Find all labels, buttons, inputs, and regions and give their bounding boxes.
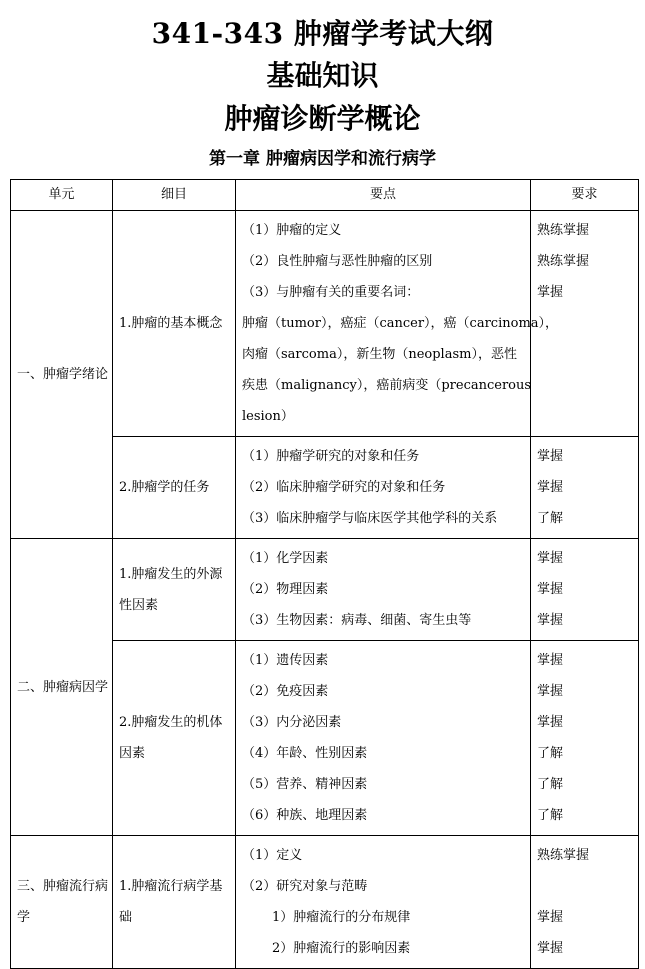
detail-cell: 2.肿瘤学的任务 [113,437,236,539]
table-row [11,836,639,969]
point-item: 1）肿瘤流行的分布规律 [272,910,411,925]
unit-cell: 一、肿瘤学绪论 [11,211,113,539]
section-title: 基础知识 [266,59,379,92]
detail-cell: 1.肿瘤发生的外源性因素 [113,539,236,641]
column-header-detail: 细目 [113,180,236,211]
requirement-cell [531,641,639,836]
requirement-item: 了解 [537,511,564,526]
point-item: （6）种族、地理因素 [242,808,368,823]
point-item: （3）与肿瘤有关的重要名词： [242,285,420,300]
table-row [11,539,639,641]
point-item: 2）肿瘤流行的影响因素 [272,941,411,956]
requirement-item: 熟练掌握 [537,254,590,269]
point-item: （1）遗传因素 [242,653,329,668]
point-item: （1）定义 [242,848,303,863]
requirement-item: 掌握 [537,684,564,699]
point-item: （5）营养、精神因素 [242,777,368,792]
point-item: （1）肿瘤的定义 [242,223,342,238]
table-row [11,211,639,437]
point-item: （3）生物因素：病毒、细菌、寄生虫等 [242,613,472,628]
point-item: 肉瘤（sarcoma），新生物（neoplasm），恶性 [242,347,517,362]
requirement-item: 掌握 [537,582,564,597]
detail-cell: 1.肿瘤流行病学基础 [113,836,236,969]
table-header-row [11,180,639,211]
subject-title: 肿瘤诊断学概论 [224,102,421,135]
column-header-points: 要点 [236,180,531,211]
exam-title: 341-343 肿瘤学考试大纲 [151,17,494,50]
point-item: （4）年龄、性别因素 [242,746,368,761]
chapter-title: 第一章 肿瘤病因学和流行病学 [209,149,436,169]
requirement-item [537,871,634,902]
point-item: （2）物理因素 [242,582,329,597]
point-item: 肿瘤（tumor），癌症（cancer），癌（carcinoma）， [242,316,559,331]
unit-cell: 二、肿瘤病因学 [11,539,113,836]
point-item: 疾患（malignancy），癌前病变（precancerous [242,378,532,393]
requirement-cell [531,437,639,539]
syllabus-table [10,179,639,969]
points-cell [236,836,531,969]
column-header-requirement: 要求 [531,180,639,211]
point-item: （1）肿瘤学研究的对象和任务 [242,449,420,464]
detail-cell: 2.肿瘤发生的机体因素 [113,641,236,836]
point-item: （3）内分泌因素 [242,715,342,730]
point-item: lesion） [242,409,294,424]
point-item: （3）临床肿瘤学与临床医学其他学科的关系 [242,511,498,526]
point-item: （2）免疫因素 [242,684,329,699]
requirement-item: 掌握 [537,910,564,925]
requirement-cell [531,539,639,641]
requirement-item: 熟练掌握 [537,223,590,238]
requirement-item: 了解 [537,808,564,823]
point-item: （2）良性肿瘤与恶性肿瘤的区别 [242,254,433,269]
requirement-item: 掌握 [537,449,564,464]
requirement-item: 掌握 [537,285,564,300]
unit-cell: 三、肿瘤流行病学 [11,836,113,969]
points-cell [236,437,531,539]
point-item: （2）临床肿瘤学研究的对象和任务 [242,480,446,495]
point-item: （2）研究对象与范畴 [242,879,368,894]
requirement-item: 掌握 [537,613,564,628]
requirement-item: 了解 [537,746,564,761]
point-item: （1）化学因素 [242,551,329,566]
requirement-item: 掌握 [537,941,564,956]
requirement-item: 掌握 [537,480,564,495]
requirement-item: 掌握 [537,715,564,730]
detail-cell: 1.肿瘤的基本概念 [113,211,236,437]
requirement-item: 了解 [537,777,564,792]
requirement-item: 熟练掌握 [537,848,590,863]
points-cell [236,539,531,641]
column-header-unit: 单元 [11,180,113,211]
requirement-item: 掌握 [537,551,564,566]
requirement-cell [531,836,639,969]
points-cell [236,641,531,836]
requirement-item: 掌握 [537,653,564,668]
